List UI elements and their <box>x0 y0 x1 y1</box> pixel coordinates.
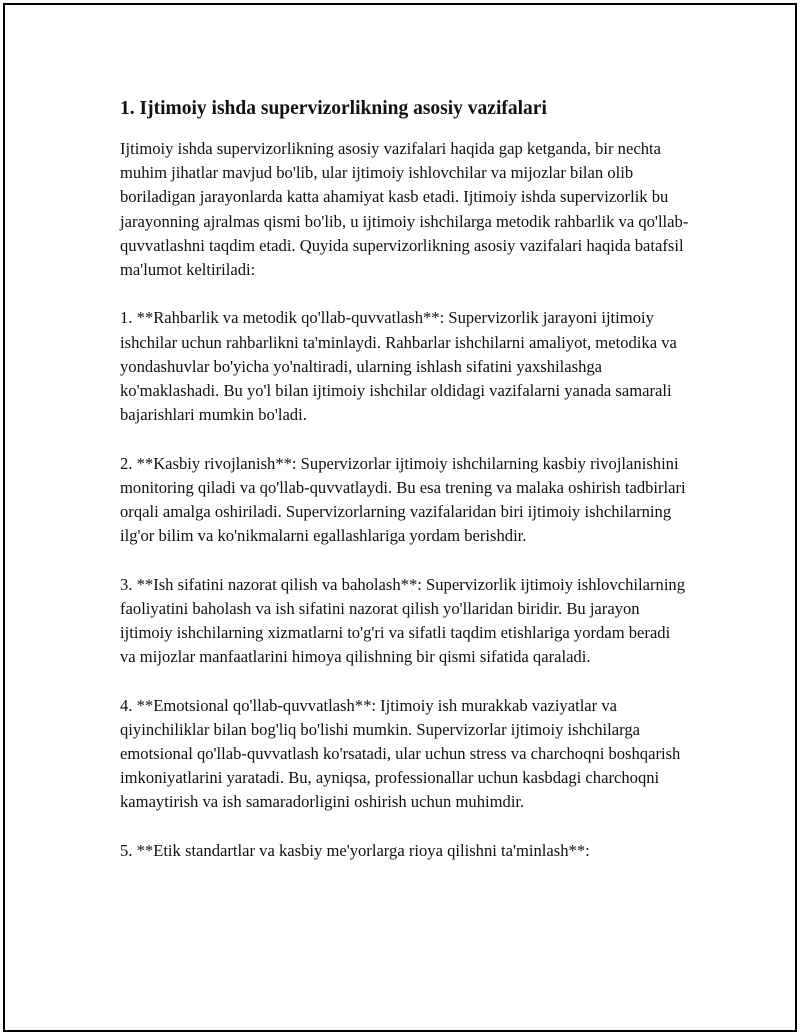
page-frame <box>3 3 797 1032</box>
list-item-paragraph: 1. **Rahbarlik va metodik qo'llab-quvvatlash**: Supervizorlik jarayoni ijtimoiy ishchilar uchun rahbarlikni ta'minlaydi. Rahbarlar ishchilarni amaliyot, metodika va yondashuvlar bo'yicha yo'naltiradi, ularning ishlash sifatini yaxshilashga ko'maklashadi. Bu yo'l bilan ijtimoiy ishchilar oldidagi vazifalarni yanada samarali bajarishlari mumkin bo'ladi. <box>120 308 677 425</box>
intro-paragraph: Ijtimoiy ishda supervizorlikning asosiy vazifalari haqida gap ketganda, bir nechta muhim jihatlar mavjud bo'lib, ular ijtimoiy ishlovchilar va mijozlar bilan olib boriladigan jarayonlarda katta ahamiyat kasb etadi. Ijtimoiy ishda supervizorlik bu jarayonning ajralmas qismi bo'lib, u ijtimoiy ishchilarga metodik rahbarlik va qo'llab-quvvatlashni taqdim etadi. Quyida supervizorlikning asosiy vazifalari haqida batafsil ma'lumot keltiriladi: <box>120 139 689 280</box>
section-heading: 1. Ijtimoiy ishda supervizorlikning asosiy vazifalari <box>120 98 547 119</box>
document-body <box>120 95 690 863</box>
list-item-paragraph: 5. **Etik standartlar va kasbiy me'yorlarga rioya qilishni ta'minlash**: <box>120 840 590 860</box>
list-item-paragraph: 4. **Emotsional qo'llab-quvvatlash**: Ijtimoiy ish murakkab vaziyatlar va qiyinchiliklar bilan bog'liq bo'lishi mumkin. Supervizorlar ijtimoiy ishchilarga emotsional qo'llab-quvvatlash ko'rsatadi, ular uchun stress va charchoqni boshqarish imkoniyatlarini yaratadi. Bu, ayniqsa, professionallar uchun kasbdagi charchoqni kamaytirish va ish samaradorligini oshirish uchun muhimdir. <box>120 695 681 812</box>
list-item-paragraph: 2. **Kasbiy rivojlanish**: Supervizorlar ijtimoiy ishchilarning kasbiy rivojlanishini monitoring qiladi va qo'llab-quvvatlaydi. Bu esa trening va malaka oshirish tadbirlari orqali amalga oshiriladi. Supervizorlarning vazifalaridan biri ijtimoiy ishchilarning ilg'or bilim va ko'nikmalarni egallashlariga yordam berishdir. <box>120 453 686 546</box>
list-item-paragraph: 3. **Ish sifatini nazorat qilish va baholash**: Supervizorlik ijtimoiy ishlovchilarning faoliyatini baholash va ish sifatini nazorat qilish yo'llaridan biridir. Bu jarayon ijtimoiy ishchilarning xizmatlarni to'g'ri va sifatli taqdim etishlariga yordam beradi va mijozlar manfaatlarini himoya qilishning bir qismi sifatida qaraladi. <box>120 574 686 667</box>
